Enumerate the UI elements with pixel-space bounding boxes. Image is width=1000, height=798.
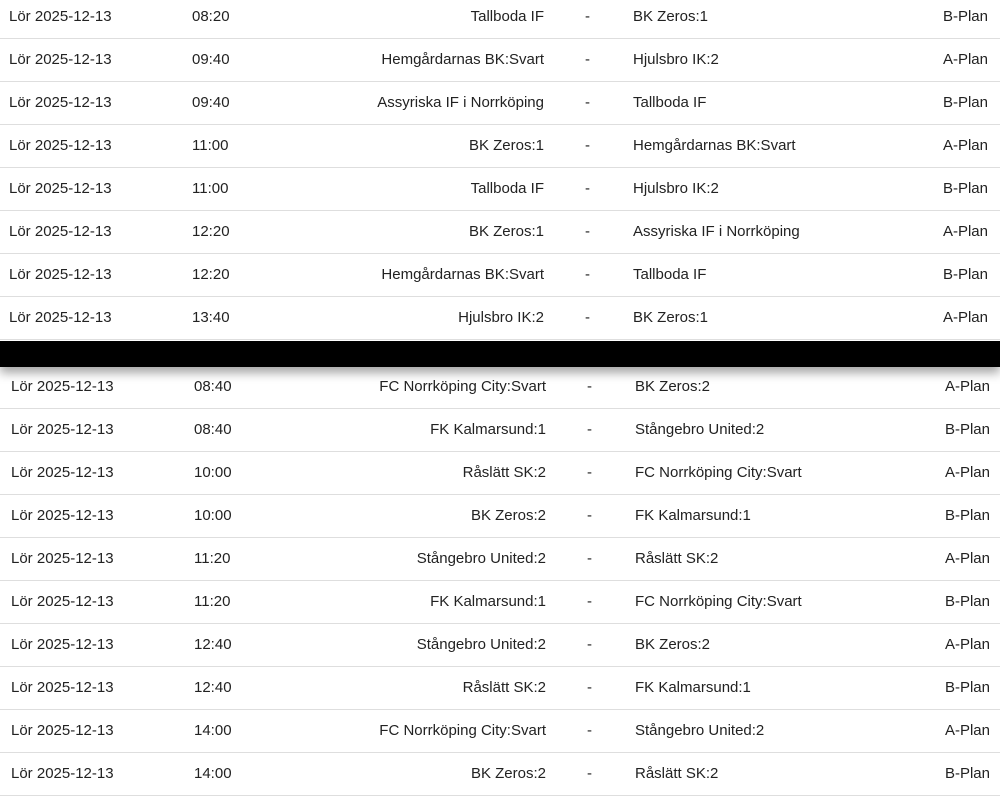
match-separator: - [585, 94, 590, 111]
match-field: A-Plan [944, 722, 990, 739]
match-separator: - [585, 8, 590, 25]
away-team: FK Kalmarsund:1 [635, 507, 751, 524]
match-time: 11:20 [194, 550, 231, 567]
match-date: Lör 2025-12-13 [9, 51, 112, 68]
match-time: 11:00 [192, 180, 229, 197]
match-date: Lör 2025-12-13 [11, 464, 114, 481]
match-field: B-Plan [942, 180, 988, 197]
match-field: A-Plan [942, 223, 988, 240]
match-field: A-Plan [942, 309, 988, 326]
away-team: FK Kalmarsund:1 [635, 679, 751, 696]
match-separator: - [587, 636, 592, 653]
match-time: 08:40 [194, 421, 232, 438]
top-panel [0, 0, 1000, 341]
away-team: Hjulsbro IK:2 [633, 51, 719, 68]
panel-divider [0, 340, 1000, 367]
match-separator: - [585, 137, 590, 154]
table-row [0, 211, 1000, 254]
match-separator: - [587, 378, 592, 395]
home-team: BK Zeros:1 [468, 137, 544, 154]
home-team: FK Kalmarsund:1 [430, 421, 546, 438]
bottom-schedule-table [0, 366, 1000, 796]
match-separator: - [585, 51, 590, 68]
home-team: FK Kalmarsund:1 [430, 593, 546, 610]
home-team: Stångebro United:2 [416, 636, 546, 653]
home-team: FC Norrköping City:Svart [379, 722, 546, 739]
away-team: FC Norrköping City:Svart [635, 464, 802, 481]
table-row [0, 581, 1000, 624]
match-date: Lör 2025-12-13 [11, 507, 114, 524]
home-team: Stångebro United:2 [416, 550, 546, 567]
match-field: A-Plan [944, 464, 990, 481]
table-row [0, 254, 1000, 297]
match-date: Lör 2025-12-13 [11, 679, 114, 696]
match-separator: - [587, 593, 592, 610]
match-date: Lör 2025-12-13 [11, 636, 114, 653]
home-team: FC Norrköping City:Svart [379, 378, 546, 395]
away-team: Stångebro United:2 [635, 421, 765, 438]
match-date: Lör 2025-12-13 [11, 593, 114, 610]
home-team: Assyriska IF i Norrköping [377, 94, 544, 111]
table-row [0, 39, 1000, 82]
table-row [0, 409, 1000, 452]
away-team: Tallboda IF [633, 266, 707, 283]
match-date: Lör 2025-12-13 [9, 8, 112, 25]
match-time: 11:20 [194, 593, 231, 610]
away-team: Stångebro United:2 [635, 722, 765, 739]
match-date: Lör 2025-12-13 [11, 550, 114, 567]
match-field: B-Plan [942, 266, 988, 283]
match-field: B-Plan [944, 507, 990, 524]
match-field: B-Plan [944, 765, 990, 782]
match-separator: - [585, 223, 590, 240]
match-separator: - [587, 679, 592, 696]
away-team: BK Zeros:1 [633, 309, 709, 326]
match-field: B-Plan [942, 8, 988, 25]
match-date: Lör 2025-12-13 [9, 94, 112, 111]
match-field: A-Plan [942, 51, 988, 68]
match-field: A-Plan [944, 378, 990, 395]
match-field: B-Plan [944, 679, 990, 696]
match-time: 10:00 [194, 507, 232, 524]
home-team: BK Zeros:2 [470, 507, 546, 524]
match-separator: - [587, 550, 592, 567]
match-separator: - [587, 421, 592, 438]
match-time: 08:20 [192, 8, 230, 25]
away-team: Råslätt SK:2 [635, 550, 719, 567]
match-time: 14:00 [194, 765, 232, 782]
match-field: A-Plan [944, 636, 990, 653]
match-separator: - [585, 309, 590, 326]
away-team: BK Zeros:2 [635, 378, 711, 395]
match-date: Lör 2025-12-13 [9, 223, 112, 240]
table-row [0, 82, 1000, 125]
away-team: Tallboda IF [633, 94, 707, 111]
home-team: Hjulsbro IK:2 [458, 309, 544, 326]
home-team: Tallboda IF [470, 180, 544, 197]
home-team: Råslätt SK:2 [462, 464, 546, 481]
match-date: Lör 2025-12-13 [11, 722, 114, 739]
table-row [0, 667, 1000, 710]
match-time: 08:40 [194, 378, 232, 395]
table-row [0, 753, 1000, 796]
match-time: 14:00 [194, 722, 232, 739]
away-team: Hjulsbro IK:2 [633, 180, 719, 197]
away-team: Råslätt SK:2 [635, 765, 719, 782]
home-team: Tallboda IF [470, 8, 544, 25]
match-date: Lör 2025-12-13 [11, 378, 114, 395]
match-field: A-Plan [942, 137, 988, 154]
match-date: Lör 2025-12-13 [9, 137, 112, 154]
table-row [0, 538, 1000, 581]
match-separator: - [585, 180, 590, 197]
match-time: 12:20 [192, 266, 230, 283]
table-row [0, 624, 1000, 667]
table-row [0, 0, 1000, 39]
match-time: 10:00 [194, 464, 232, 481]
match-time: 12:40 [194, 636, 232, 653]
match-date: Lör 2025-12-13 [9, 266, 112, 283]
match-separator: - [587, 765, 592, 782]
table-row [0, 495, 1000, 538]
away-team: BK Zeros:2 [635, 636, 711, 653]
match-date: Lör 2025-12-13 [9, 180, 112, 197]
match-time: 09:40 [192, 94, 230, 111]
table-row [0, 168, 1000, 211]
match-field: A-Plan [944, 550, 990, 567]
table-row [0, 710, 1000, 753]
away-team: FC Norrköping City:Svart [635, 593, 802, 610]
away-team: BK Zeros:1 [633, 8, 709, 25]
match-field: B-Plan [942, 94, 988, 111]
home-team: Råslätt SK:2 [462, 679, 546, 696]
match-time: 11:00 [192, 137, 229, 154]
table-row [0, 366, 1000, 409]
match-time: 13:40 [192, 309, 230, 326]
match-time: 12:20 [192, 223, 230, 240]
table-row [0, 452, 1000, 495]
home-team: Hemgårdarnas BK:Svart [381, 51, 544, 68]
match-separator: - [585, 266, 590, 283]
home-team: BK Zeros:2 [470, 765, 546, 782]
match-field: B-Plan [944, 593, 990, 610]
table-row [0, 297, 1000, 340]
match-date: Lör 2025-12-13 [11, 421, 114, 438]
home-team: Hemgårdarnas BK:Svart [381, 266, 544, 283]
match-time: 12:40 [194, 679, 232, 696]
top-schedule-table [0, 0, 1000, 340]
away-team: Hemgårdarnas BK:Svart [633, 137, 796, 154]
away-team: Assyriska IF i Norrköping [633, 223, 800, 240]
match-time: 09:40 [192, 51, 230, 68]
table-row [0, 125, 1000, 168]
home-team: BK Zeros:1 [468, 223, 544, 240]
match-field: B-Plan [944, 421, 990, 438]
match-separator: - [587, 507, 592, 524]
match-date: Lör 2025-12-13 [11, 765, 114, 782]
match-date: Lör 2025-12-13 [9, 309, 112, 326]
match-separator: - [587, 464, 592, 481]
match-separator: - [587, 722, 592, 739]
